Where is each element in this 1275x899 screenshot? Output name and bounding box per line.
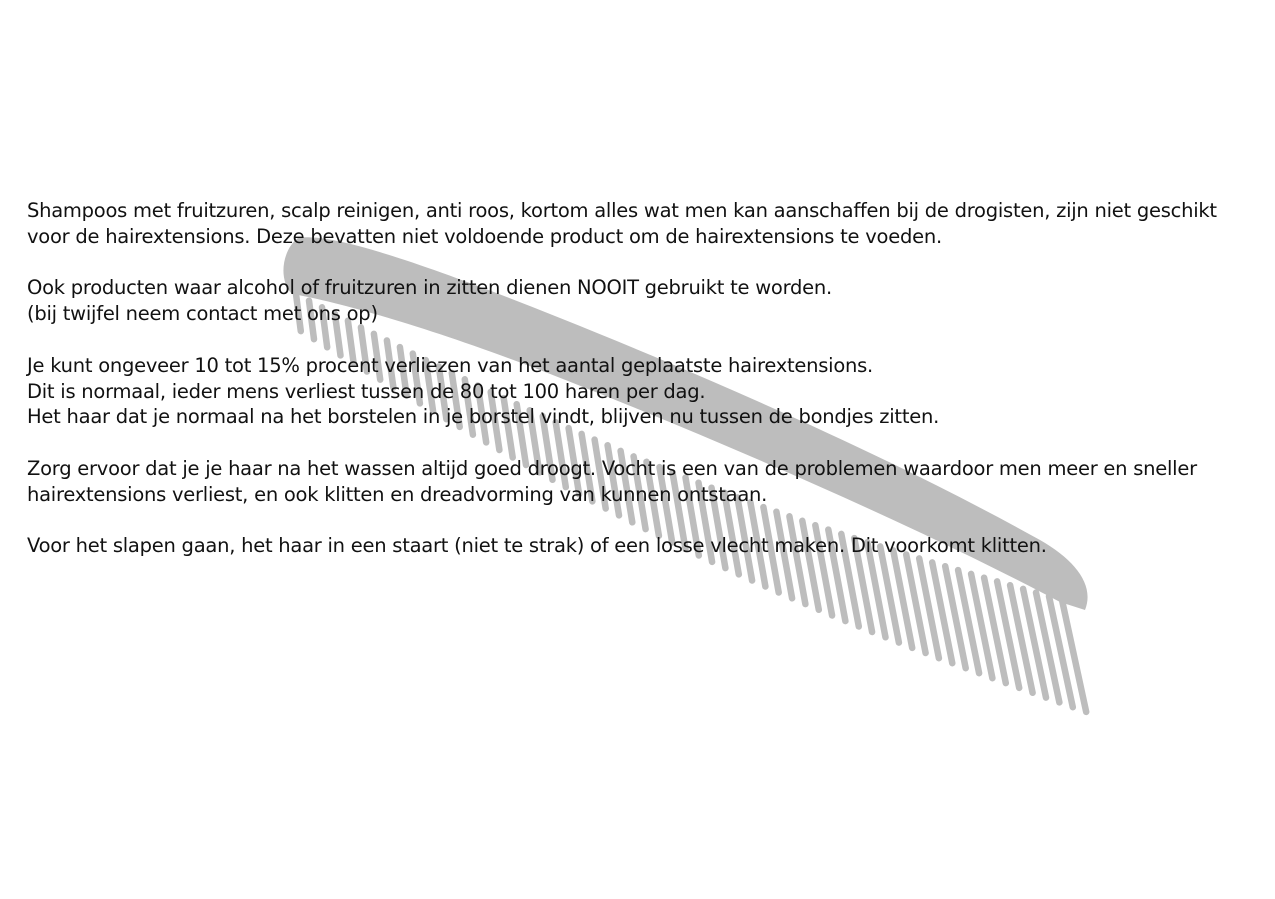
text-line: voor de hairextensions. Deze bevatten niet voldoende product om de hairextensions te voeden. [27, 224, 942, 248]
paragraph-hair-loss [27, 353, 1247, 430]
text-line: (bij twijfel neem contact met ons op) [27, 302, 378, 326]
comb-tooth [1010, 585, 1033, 693]
text-line: Je kunt ongeveer 10 tot 15% procent verliezen van het aantal geplaatste hairextensions. [27, 353, 873, 377]
text-line: Ook producten waar alcohol of fruitzuren in zitten dienen NOOIT gebruikt te worden. [27, 276, 832, 300]
comb-tooth [1036, 593, 1059, 703]
paragraph-sleeping [27, 533, 1247, 559]
text-line: Dit is normaal, ieder mens verliest tussen de 80 tot 100 haren per dag. [27, 379, 706, 403]
paragraph-alcohol [27, 275, 1247, 327]
comb-tooth [1023, 589, 1046, 698]
text-line: Shampoos met fruitzuren, scalp reinigen, anti roos, kortom alles wat men kan aanschaffen bij de drogisten, zijn niet geschikt [27, 199, 1217, 222]
care-instructions-text [27, 198, 1247, 585]
text-line: hairextensions verliest, en ook klitten en dreadvorming van kunnen ontstaan. [27, 482, 768, 506]
text-line: Het haar dat je normaal na het borstelen in je borstel vindt, blijven nu tussen de bondjes zitten. [27, 405, 940, 429]
text-line: Zorg ervoor dat je je haar na het wassen altijd goed droogt. Vocht is een van de problemen waardoor men meer en sneller [27, 456, 1197, 480]
comb-tooth [1062, 600, 1086, 712]
comb-tooth [1049, 596, 1073, 707]
paragraph-shampoo [27, 198, 1247, 250]
paragraph-drying [27, 456, 1247, 508]
text-line: Voor het slapen gaan, het haar in een staart (niet te strak) of een losse vlecht maken. Dit voorkomt klitten. [27, 534, 1047, 558]
